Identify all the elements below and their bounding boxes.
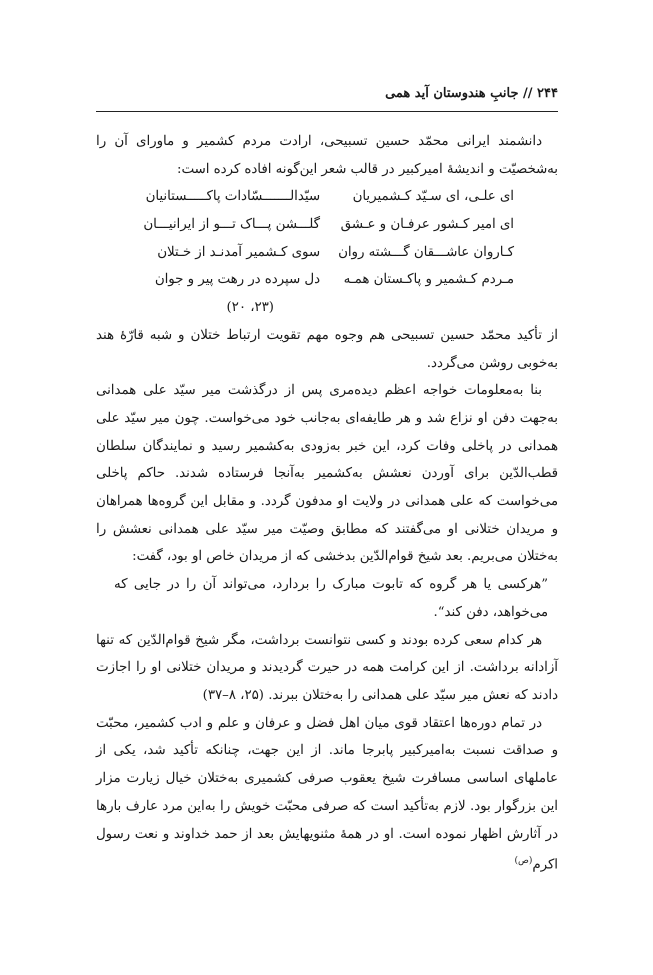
paragraph-2: از تأکید محمّد حسین تسبیحی هم وجوه مهم تقویت ارتباط ختلان و شبه قارّهٔ هند به‌خوبی روشن می‌گردد. [96,327,558,371]
page-body [96,128,558,879]
verse-hemistich-2: دل سپرده در رهت پیر و جوان [154,272,320,288]
paragraph-4: هر کدام سعی کرده بودند و کسی نتوانست برداشت، مگر شیخ قوام‌الدّین که تنها آزادانه برداشت. از این کرامت همه در حیرت گردیدند و مریدان ختلانی او را اجازت دادند که نعش میر سیّد علی همدانی را به‌ختلان ببرند. (۲۵، ۸–۳۷) [96,632,558,703]
running-header [96,82,558,106]
header-text [385,82,558,106]
header-rule [96,111,558,112]
poem-verse [96,211,558,239]
verse-hemistich-1: ای علـی، ای سـیّد کـشمیریان [352,189,514,205]
running-title: جانبِ هندوستان آید همی [385,86,519,101]
paragraph-5-text: در تمام دوره‌ها اعتقاد قوی میان اهل فضل و عرفان و علم و ادب کشمیر، محبّت و صداقت نسبت به‌امیرکبیر پابرجا ماند. از این جهت، چنانکه تأکید شد، یکی از عاملهای اساسی مسافرت شیخ یعقوب صرفی کشمیری به‌ختلان خیال زیارت مزار این بزرگوار بود. لازم به‌تأکید است که صرفی محبّت خویش را به‌این مرد عارف بارها در آثارش اظهار نموده است. او در همهٔ مثنویهایش بعد از حمد خداوند و نعت رسول اکرم [96,715,558,873]
poem-verse [96,266,558,294]
verse-hemistich-2: گلـــشن پـــاک تـــو از ایرانیـــان [143,217,320,233]
paragraph-3: بنا به‌معلومات خواجه اعظم دیده‌مری پس از درگذشت میر سیّد علی همدانی به‌جهت دفن او نزاع شد و هر طایفه‌ای به‌جانب خود می‌خواست. چون میر سیّد علی همدانی در پاخلی وفات کرد، این خبر به‌زودی به‌کشمیر رسید و نمایندگان سلطان قطب‌الدّین برای آوردن نعشش به‌کشمیر به‌آنجا فرستاده شدند. حاکم پاخلی می‌خواست که علی همدانی در ولایت او مدفون گردد. و مقابل این گروه‌ها همراهان و مریدان ختلانی او می‌گفتند که مطابق وصیّت میر سیّد علی همدانی نعشش را به‌ختلان می‌بریم. بعد شیخ قوام‌الدّین بدخشی که از مریدان خاص او بود، گفت: [96,383,558,565]
honorific-superscript: (ص) [514,856,533,867]
poem-verse [96,239,558,267]
header-separator: // [523,86,533,101]
verse-hemistich-2: سیّدالـــــــسّادات پاکـــــستانیان [145,189,320,205]
poem-verse [96,183,558,211]
poem [96,183,558,321]
paragraph-5 [96,710,558,880]
paragraph-1: دانشمند ایرانی محمّد حسین تسبیحی، ارادت مردم کشمیر و ماورای آن را به‌شخصیّت و اندیشهٔ امیرکبیر در قالب شعر این‌گونه افاده کرده است: [96,134,558,177]
verse-hemistich-1: مـردم کـشمیر و پاکـستان همـه [343,272,514,288]
verse-hemistich-1: ای امیر کـشور عرفـان و عـشق [340,217,514,233]
page-number: ۲۴۴ [537,86,558,101]
verse-hemistich-2: سوی کـشمیر آمدنـد از خـتلان [157,244,320,260]
verse-hemistich-1: کـاروان عاشـــقان گـــشته روان [338,244,514,260]
poem-citation: (۲۳، ۲۰) [226,300,274,316]
block-quote: ”هرکسی یا هر گروه که تابوت مبارک را بردارد، می‌تواند آن را در جایی که می‌خواهد، دفن کند“. [114,577,548,620]
